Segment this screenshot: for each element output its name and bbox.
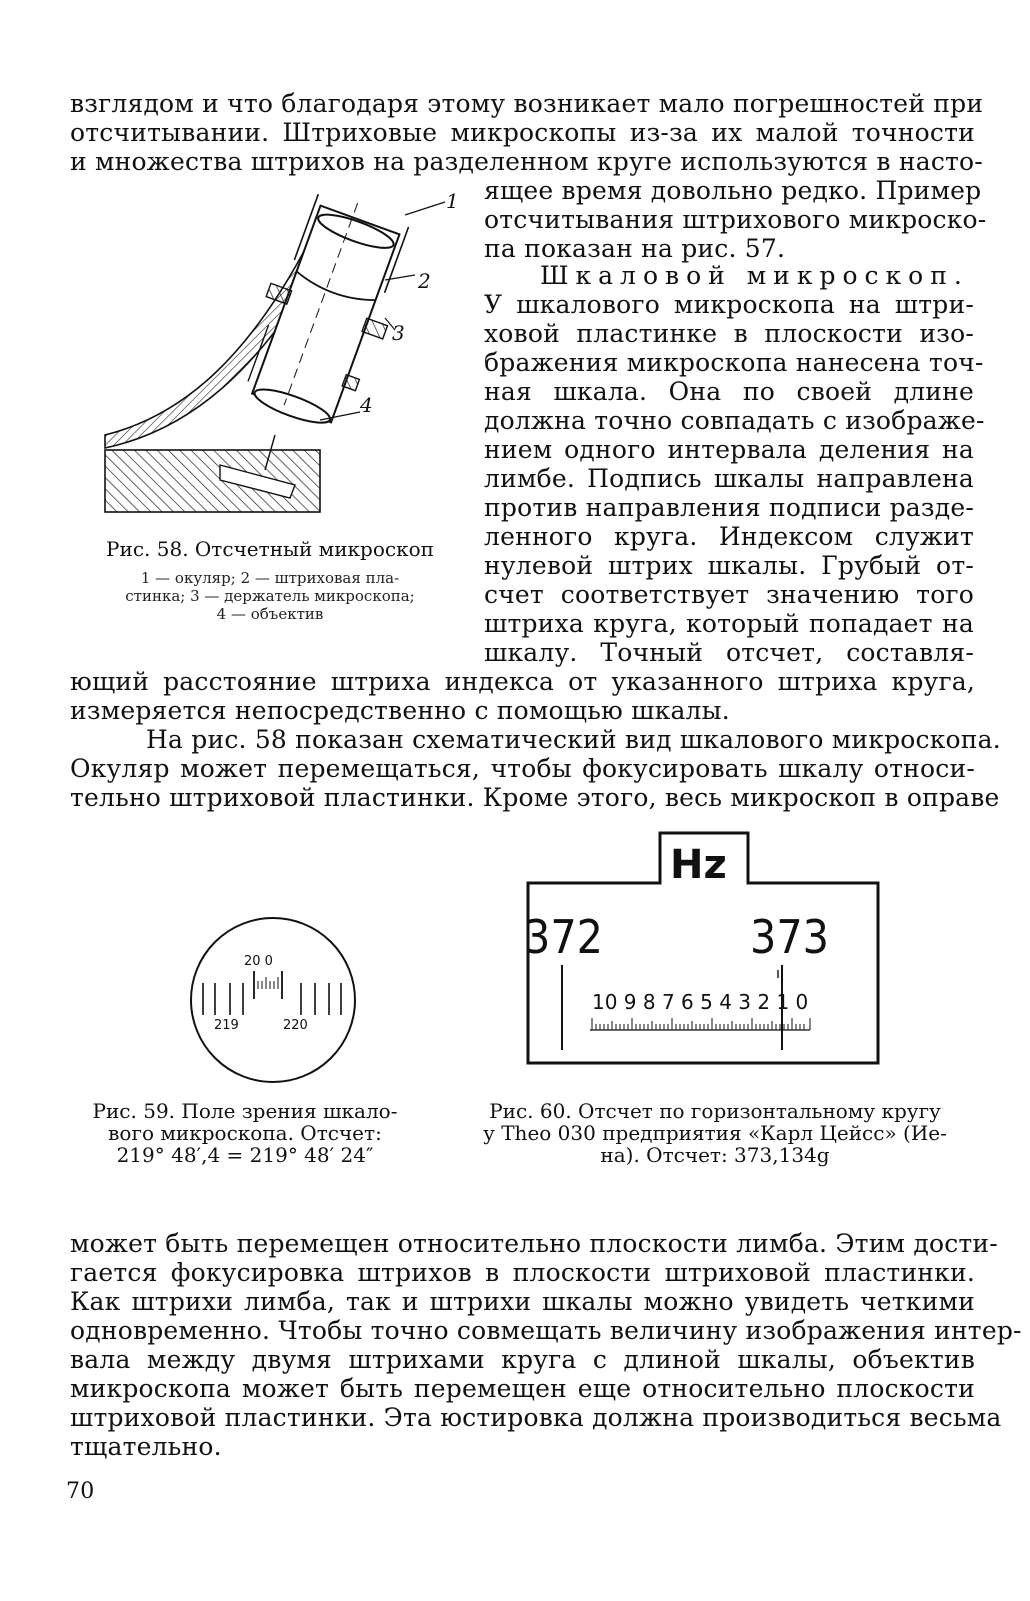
figure-label-4: 4 xyxy=(360,393,373,417)
text-line: нием одного интервала деления на xyxy=(484,435,974,464)
text-line: вала между двумя штрихами круга с длиной шкалы, объектив xyxy=(70,1345,975,1374)
figure-60-theo-reading xyxy=(520,825,890,1070)
figure-59-caption: 219° 48′,4 = 219° 48′ 24″ xyxy=(116,1143,374,1167)
text-line: может быть перемещен относительно плоскости лимба. Этим дости- xyxy=(70,1229,998,1258)
figure-58-caption: Рис. 58. Отсчетный микроскоп xyxy=(106,537,434,561)
circle-label-right: 220 xyxy=(283,1018,308,1033)
text-line: против направления подписи разде- xyxy=(484,493,974,522)
figure-60-caption: Рис. 60. Отсчет по горизонтальному кругу xyxy=(489,1099,941,1123)
circle-number-left: 372 xyxy=(524,910,603,964)
figure-59-field-of-view xyxy=(188,915,358,1085)
text-line: штриховой пластинки. Эта юстировка должна производиться весьма xyxy=(70,1403,1002,1432)
text-line: ющий расстояние штриха индекса от указанного штриха круга, xyxy=(70,667,975,696)
figure-58-legend: 4 — объектив xyxy=(216,605,324,623)
text-line: нулевой штрих шкалы. Грубый от- xyxy=(484,551,974,580)
text-line: ящее время довольно редко. Пример xyxy=(484,176,982,205)
figure-label-1: 1 xyxy=(446,189,459,213)
circle-number-right: 373 xyxy=(750,910,829,964)
text-line: На рис. 58 показан схематический вид шкалового микроскопа. xyxy=(146,725,1001,754)
text-line: шкалу. Точный отсчет, составля- xyxy=(484,638,974,667)
text-line: штриха круга, который попадает на xyxy=(484,609,974,638)
text-line: бражения микроскопа нанесена точ- xyxy=(484,348,984,377)
scale-numbers: 10 9 8 7 6 5 4 3 2 1 0 xyxy=(592,990,809,1014)
text-line: Как штрихи лимба, так и штрихи шкалы можно увидеть четкими xyxy=(70,1287,975,1316)
page-number: 70 xyxy=(66,1479,95,1504)
text-line: и множества штрихов на разделенном круге используются в насто- xyxy=(70,147,983,176)
text-line: счет соответствует значению того xyxy=(484,580,974,609)
circle-label-left: 219 xyxy=(214,1018,239,1033)
figure-59-caption: Рис. 59. Поле зрения шкало- xyxy=(92,1099,398,1123)
figure-label-3: 3 xyxy=(392,321,405,345)
limb-base xyxy=(105,450,320,512)
text-line: ная шкала. Она по своей длине xyxy=(484,377,974,406)
text-line: У шкалового микроскопа на штри- xyxy=(484,290,974,319)
text-line: отсчитывания штрихового микроско- xyxy=(484,205,987,234)
text-line: микроскопа может быть перемещен еще относительно плоскости xyxy=(70,1374,975,1403)
text-line: ленного круга. Индексом служит xyxy=(484,522,974,551)
text-line: Окуляр может перемещаться, чтобы фокусировать шкалу относи- xyxy=(70,754,975,783)
text-line: одновременно. Чтобы точно совмещать величину изображения интер- xyxy=(70,1316,1022,1345)
text-line: отсчитывании. Штриховые микроскопы из-за их малой точности xyxy=(70,118,975,147)
figure-59-caption: вого микроскопа. Отсчет: xyxy=(108,1121,382,1145)
text-line: тщательно. xyxy=(70,1432,222,1461)
hz-label: Hz xyxy=(670,842,727,888)
section-heading: Шкаловой микроскоп. xyxy=(540,261,969,290)
text-line: тельно штриховой пластинки. Кроме этого, весь микроскоп в оправе xyxy=(70,783,1000,812)
scale-label: 20 0 xyxy=(244,954,273,969)
figure-58-legend: 1 — окуляр; 2 — штриховая пла- xyxy=(140,569,400,587)
figure-60-caption: у Theo 030 предприятия «Карл Цейсс» (Ие- xyxy=(483,1121,947,1145)
figure-label-2: 2 xyxy=(418,269,431,293)
figure-60-caption: на). Отсчет: 373,134g xyxy=(600,1143,830,1167)
figure-58-microscope xyxy=(90,180,470,520)
text-line: взглядом и что благодаря этому возникает мало погрешностей при xyxy=(70,89,984,118)
text-line: ховой пластинке в плоскости изо- xyxy=(484,319,974,348)
text-line: гается фокусировка штрихов в плоскости штриховой пластинки. xyxy=(70,1258,975,1287)
text-line: должна точно совпадать с изображе- xyxy=(484,406,985,435)
text-line: па показан на рис. 57. xyxy=(484,234,786,263)
text-line: лимбе. Подпись шкалы направлена xyxy=(484,464,974,493)
figure-58-legend: стинка; 3 — держатель микроскопа; xyxy=(125,587,415,605)
text-line: измеряется непосредственно с помощью шкалы. xyxy=(70,696,730,725)
